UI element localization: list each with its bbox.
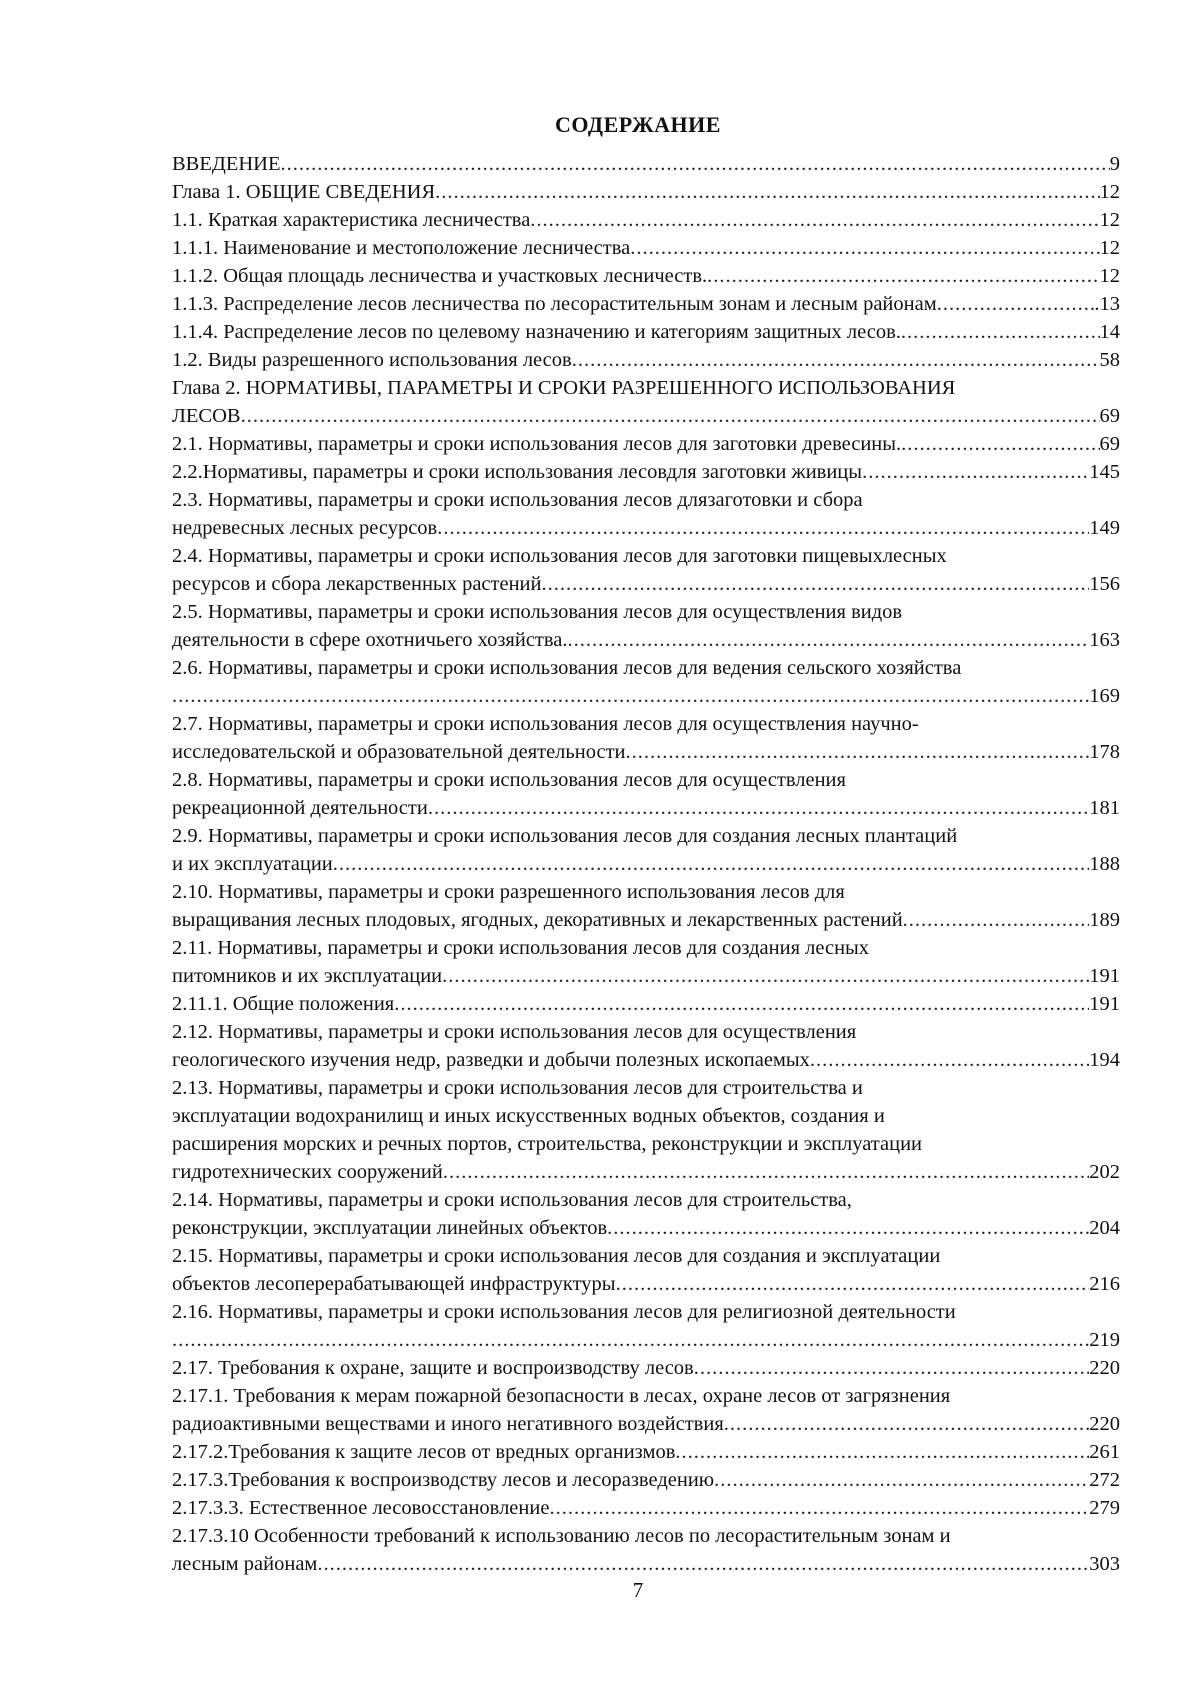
toc-entry[interactable] xyxy=(172,458,1120,486)
toc-entry[interactable] xyxy=(172,1074,1120,1186)
toc-entry[interactable] xyxy=(172,1242,1120,1298)
toc-entry-page: 191 xyxy=(1089,993,1120,1015)
toc-entry-title: гидротехнических сооружений xyxy=(172,1161,443,1183)
toc-entry-title: ВВЕДЕНИЕ xyxy=(172,153,281,175)
toc-entry-title: ресурсов и сбора лекарственных растений xyxy=(172,573,542,595)
toc-entry-text-line: эксплуатации водохранилищ и иных искусственных водных объектов, создания и xyxy=(172,1105,885,1127)
toc-entry-text-line: 2.3. Нормативы, параметры и сроки использования лесов длязаготовки и сбора xyxy=(172,489,863,511)
toc-entry-title: питомников и их эксплуатации xyxy=(172,965,443,987)
toc-entry-title: лесным районам xyxy=(172,1553,318,1575)
toc-entry-page: 69 xyxy=(1099,433,1120,455)
toc-entry-title: 1.1. Краткая характеристика лесничества xyxy=(172,209,531,231)
toc-entry-page: 156 xyxy=(1089,573,1120,595)
toc-entry[interactable] xyxy=(172,206,1120,234)
dot-leader xyxy=(630,234,1099,262)
toc-entry[interactable] xyxy=(172,654,1120,710)
toc-entry-page: 181 xyxy=(1089,797,1120,819)
toc-entry[interactable] xyxy=(172,1494,1120,1522)
toc-entry-title: Глава 1. ОБЩИЕ СВЕДЕНИЯ xyxy=(172,181,436,203)
toc-entry[interactable] xyxy=(172,598,1120,654)
toc-entry-text-line: 2.14. Нормативы, параметры и сроки использования лесов для строительства, xyxy=(172,1189,852,1211)
toc-entry-page: 14 xyxy=(1099,321,1120,343)
toc-entry[interactable] xyxy=(172,290,1120,318)
dot-leader xyxy=(443,1158,1089,1186)
toc-entry[interactable] xyxy=(172,318,1120,346)
toc-entry-title: 2.17.3.3. Естественное лесовосстановление xyxy=(172,1497,550,1519)
dot-leader xyxy=(549,1494,1089,1522)
toc-entry-page: 12 xyxy=(1099,265,1120,287)
toc-entry-text-line: 2.5. Нормативы, параметры и сроки использования лесов для осуществления видов xyxy=(172,601,903,623)
toc-entry-page: 261 xyxy=(1089,1441,1120,1463)
toc-entry-text-line: 2.12. Нормативы, параметры и сроки использования лесов для осуществления xyxy=(172,1021,857,1043)
dot-leader xyxy=(317,1550,1089,1578)
toc-entry-page: 188 xyxy=(1089,853,1120,875)
toc-entry-title: 2.17.3.Требования к воспроизводству лесов и лесоразведению xyxy=(172,1469,715,1491)
toc-entry-title: объектов лесоперерабатывающей инфраструктуры xyxy=(172,1273,616,1295)
toc-entry-page: .13 xyxy=(1094,293,1120,315)
toc-entry-title: ЛЕСОВ xyxy=(172,405,241,427)
toc-entry-title: и их эксплуатации xyxy=(172,853,333,875)
toc-entry-text-line: 2.10. Нормативы, параметры и сроки разрешенного использования лесов для xyxy=(172,881,845,903)
dot-leader xyxy=(241,402,1100,430)
page-number: 7 xyxy=(632,1578,644,1602)
toc-entry-text-line: 2.4. Нормативы, параметры и сроки использования лесов для заготовки пищевыхлесных xyxy=(172,545,947,567)
dot-leader xyxy=(607,1214,1089,1242)
toc-entry[interactable] xyxy=(172,1018,1120,1074)
toc-entry-title: 2.17.2.Требования к защите лесов от вредных организмов xyxy=(172,1441,676,1463)
dot-leader xyxy=(707,262,1099,290)
toc-entry-title: 2.11.1. Общие положения xyxy=(172,993,395,1015)
toc-entry-page: 163 xyxy=(1089,629,1120,651)
dot-leader xyxy=(428,794,1089,822)
dot-leader xyxy=(714,1466,1089,1494)
toc-entry-page: 204 xyxy=(1089,1217,1120,1239)
table-of-contents xyxy=(172,150,1120,1578)
toc-entry-text-line: Глава 2. НОРМАТИВЫ, ПАРАМЕТРЫ И СРОКИ РАЗРЕШЕННОГО ИСПОЛЬЗОВАНИЯ xyxy=(172,377,956,399)
toc-entry-page: 12 xyxy=(1099,181,1120,203)
toc-entry-page: 145 xyxy=(1089,461,1120,483)
toc-entry-text-line: 2.13. Нормативы, параметры и сроки использования лесов для строительства и xyxy=(172,1077,863,1099)
toc-entry[interactable] xyxy=(172,178,1120,206)
dot-leader xyxy=(724,1410,1089,1438)
dot-leader xyxy=(435,178,1099,206)
toc-entry-page: 194 xyxy=(1089,1049,1120,1071)
page-title: СОДЕРЖАНИЕ xyxy=(555,112,721,137)
toc-entry[interactable] xyxy=(172,1354,1120,1382)
toc-entry-text-line: 2.17.3.10 Особенности требований к использованию лесов по лесорастительным зонам и xyxy=(172,1525,951,1547)
toc-entry[interactable] xyxy=(172,374,1120,430)
dot-leader xyxy=(437,514,1089,542)
toc-entry[interactable] xyxy=(172,1298,1120,1354)
toc-entry-title: геологического изучения недр, разведки и добычи полезных ископаемых xyxy=(172,1049,810,1071)
toc-entry-page: 189 xyxy=(1089,909,1120,931)
toc-entry-title: рекреационной деятельности xyxy=(172,797,428,819)
toc-entry[interactable] xyxy=(172,990,1120,1018)
toc-entry-page: 272 xyxy=(1089,1469,1120,1491)
toc-entry[interactable] xyxy=(172,234,1120,262)
toc-entry[interactable] xyxy=(172,1186,1120,1242)
toc-entry-title: 1.1.1. Наименование и местоположение лесничества xyxy=(172,237,631,259)
dot-leader xyxy=(862,458,1089,486)
dot-leader xyxy=(694,1354,1090,1382)
toc-entry[interactable] xyxy=(172,1438,1120,1466)
toc-entry-page: 219 xyxy=(1089,1329,1120,1351)
toc-entry[interactable] xyxy=(172,766,1120,822)
toc-entry[interactable] xyxy=(172,542,1120,598)
toc-entry[interactable] xyxy=(172,822,1120,878)
toc-entry-page: 178 xyxy=(1089,741,1120,763)
toc-entry-title: 1.1.4. Распределение лесов по целевому назначению и категориям защитных лесов. xyxy=(172,321,901,343)
dot-leader xyxy=(172,682,1089,710)
dot-leader xyxy=(442,962,1089,990)
dot-leader xyxy=(675,1438,1089,1466)
dot-leader xyxy=(281,150,1110,178)
dot-leader xyxy=(530,206,1099,234)
toc-entry-title: 1.2. Виды разрешенного использования лесов xyxy=(172,349,572,371)
toc-entry-title: реконструкции, эксплуатации линейных объектов xyxy=(172,1217,608,1239)
toc-entry-text-line: 2.9. Нормативы, параметры и сроки использования лесов для создания лесных плантаций xyxy=(172,825,958,847)
toc-entry[interactable] xyxy=(172,486,1120,542)
dot-leader xyxy=(626,738,1090,766)
toc-entry-page: 279 xyxy=(1089,1497,1120,1519)
toc-entry-page: 58 xyxy=(1099,349,1120,371)
toc-entry-text-line: 2.11. Нормативы, параметры и сроки использования лесов для создания лесных xyxy=(172,937,870,959)
toc-entry-title: 2.2.Нормативы, параметры и сроки использования лесовдля заготовки живицы xyxy=(172,461,863,483)
dot-leader xyxy=(810,1046,1089,1074)
toc-entry-page: 220 xyxy=(1089,1357,1120,1379)
toc-entry[interactable] xyxy=(172,150,1120,178)
toc-entry[interactable] xyxy=(172,1382,1120,1438)
toc-entry-text-line: 2.15. Нормативы, параметры и сроки использования лесов для создания и эксплуатации xyxy=(172,1245,941,1267)
toc-entry-text-line: 2.17.1. Требования к мерам пожарной безопасности в лесах, охране лесов от загрязнения xyxy=(172,1385,951,1407)
dot-leader xyxy=(333,850,1089,878)
dot-leader xyxy=(901,318,1100,346)
dot-leader xyxy=(568,626,1090,654)
toc-entry-title: 2.17. Требования к охране, защите и воспроизводству лесов xyxy=(172,1357,694,1379)
toc-entry[interactable] xyxy=(172,346,1120,374)
toc-entry[interactable] xyxy=(172,934,1120,990)
toc-entry-page: 169 xyxy=(1089,685,1120,707)
toc-entry-title: выращивания лесных плодовых, ягодных, декоративных и лекарственных растений xyxy=(172,909,903,931)
toc-entry-page: 69 xyxy=(1099,405,1120,427)
toc-entry-page: 191 xyxy=(1089,965,1120,987)
toc-entry-page: 12 xyxy=(1099,237,1120,259)
toc-entry-title: деятельности в сфере охотничьего хозяйства. xyxy=(172,629,568,651)
toc-entry-text-line: 2.16. Нормативы, параметры и сроки использования лесов для религиозной деятельности xyxy=(172,1301,956,1323)
dot-leader xyxy=(394,990,1089,1018)
toc-entry-page: 303 xyxy=(1089,1553,1120,1575)
toc-entry[interactable] xyxy=(172,1466,1120,1494)
toc-entry-page: 9 xyxy=(1109,153,1120,175)
dot-leader xyxy=(172,1326,1089,1354)
toc-entry-title: недревесных лесных ресурсов xyxy=(172,517,438,539)
dot-leader xyxy=(616,1270,1090,1298)
dot-leader xyxy=(901,430,1099,458)
toc-entry[interactable] xyxy=(172,262,1120,290)
toc-entry[interactable] xyxy=(172,1522,1120,1578)
toc-entry[interactable] xyxy=(172,878,1120,934)
toc-entry-title: 1.1.3. Распределение лесов лесничества по лесорастительным зонам и лесным районам xyxy=(172,293,937,315)
toc-entry-title: радиоактивными веществами и иного негативного воздействия xyxy=(172,1413,724,1435)
toc-entry-page: 216 xyxy=(1089,1273,1120,1295)
dot-leader xyxy=(542,570,1090,598)
dot-leader xyxy=(937,290,1095,318)
toc-entry-page: 202 xyxy=(1089,1161,1120,1183)
toc-entry-text-line: 2.8. Нормативы, параметры и сроки использования лесов для осуществления xyxy=(172,769,846,791)
toc-entry-text-line: 2.6. Нормативы, параметры и сроки использования лесов для ведения сельского хозяйства xyxy=(172,657,962,679)
toc-entry-text-line: 2.7. Нормативы, параметры и сроки использования лесов для осуществления научно- xyxy=(172,713,919,735)
toc-entry-title: 2.1. Нормативы, параметры и сроки использования лесов для заготовки древесины. xyxy=(172,433,902,455)
dot-leader xyxy=(903,906,1090,934)
toc-entry[interactable] xyxy=(172,430,1120,458)
toc-entry[interactable] xyxy=(172,710,1120,766)
toc-entry-page: 12 xyxy=(1099,209,1120,231)
toc-entry-page: 220 xyxy=(1089,1413,1120,1435)
toc-entry-page: 149 xyxy=(1089,517,1120,539)
toc-entry-title: 1.1.2. Общая площадь лесничества и участковых лесничеств. xyxy=(172,265,708,287)
toc-entry-title: исследовательской и образовательной деятельности xyxy=(172,741,626,763)
toc-entry-text-line: расширения морских и речных портов, строительства, реконструкции и эксплуатации xyxy=(172,1133,923,1155)
dot-leader xyxy=(572,346,1100,374)
